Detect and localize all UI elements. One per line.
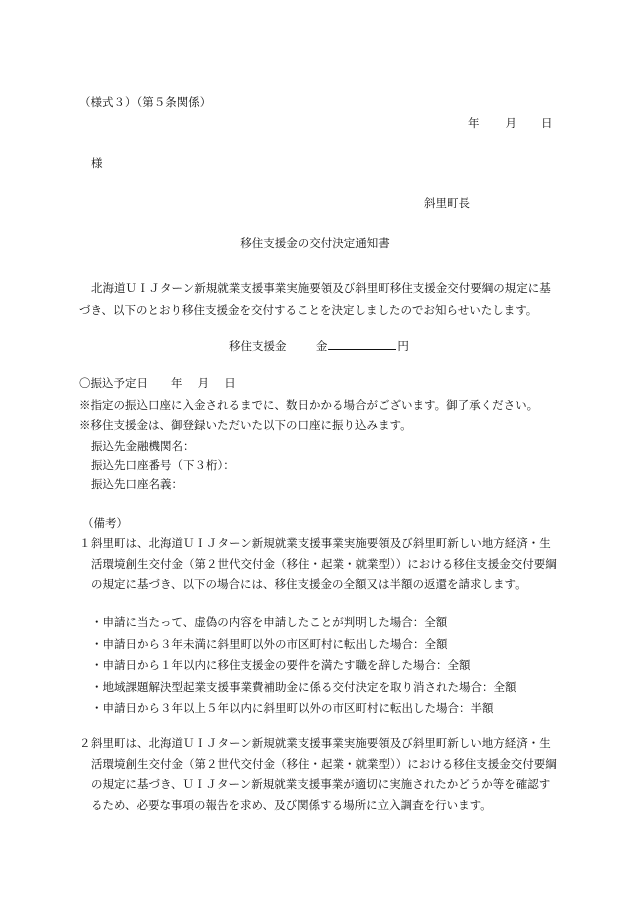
note-2: ※移住支援金は、御登録いただいた以下の口座に振り込みます。 [79, 418, 412, 432]
amount-unit: 円 [397, 339, 409, 353]
account-number-field: 振込先口座番号（下３桁）： [91, 458, 235, 472]
date-line [468, 118, 553, 130]
form-number: （様式３）（第５条関係） [79, 95, 212, 109]
list-item: ・地域課題解決型起業支援事業費補助金に係る交付決定を取り消された場合：全額 [91, 679, 517, 694]
body-paragraph: 北海道ＵＩＪターン新規就業支援事業実施要領及び斜里町移住支援金交付要綱の規定に基づき、以下のとおり移住支援金を交付することを決定しましたのでお知らせいたします。 [79, 281, 551, 317]
date-month: 月 [505, 116, 517, 130]
remark-number: ２ [79, 736, 91, 750]
date-year: 年 [468, 116, 480, 130]
remark-bullets [91, 612, 517, 720]
list-item: ・申請日から３年未満に斜里町以外の市区町村に転出した場合：全額 [91, 636, 448, 651]
bank-name-field: 振込先金融機関名： [91, 439, 195, 453]
addressee: 様 [91, 156, 103, 170]
amount-prefix: 金 [315, 339, 328, 353]
note-1: ※指定の振込口座に入金されるまでに、数日かかる場合がございます。御了承ください。 [79, 398, 539, 412]
remark-number: １ [79, 536, 91, 550]
remark-item [79, 533, 559, 595]
date-day: 日 [541, 116, 553, 130]
remarks-heading: （備考） [82, 516, 128, 530]
transfer-schedule: 〇振込予定日 年 月 日 [79, 376, 236, 390]
list-item: ・申請日から１年以内に移住支援金の要件を満たす職を辞した場合：全額 [91, 658, 471, 672]
list-item: ・申請日から３年以上５年以内に斜里町以外の市区町村に転出した場合：半額 [91, 701, 494, 715]
amount-blank [328, 338, 396, 350]
amount-line [229, 338, 409, 353]
remark-item [79, 733, 559, 815]
issuer: 斜里町長 [424, 196, 470, 210]
account-holder-field: 振込先口座名義： [91, 477, 183, 491]
list-item: ・申請に当たって、虚偽の内容を申請したことが判明した場合：全額 [91, 615, 448, 629]
remark-text: 斜里町は、北海道ＵＩＪターン新規就業支援事業実施要領及び斜里町新しい地方経済・生活環境創生交付金（第２世代交付金（移住・起業・就業型））における移住支援金交付要綱の規定に基づき、以下の場合には、移住支援金の全額又は半額の返還を請求します。 [91, 536, 557, 591]
amount-label: 移住支援金 [229, 339, 287, 353]
remark-text: 斜里町は、北海道ＵＩＪターン新規就業支援事業実施要領及び斜里町新しい地方経済・生活環境創生交付金（第２世代交付金（移住・起業・就業型））における移住支援金交付要綱の規定に基づき、ＵＩＪターン新規就業支援事業が適切に実施されたかどうか等を確認するため、必要な事項の報告を求め、及び関係する場所に立入調査を行います。 [91, 736, 557, 812]
document-title: 移住支援金の交付決定通知書 [240, 236, 390, 250]
